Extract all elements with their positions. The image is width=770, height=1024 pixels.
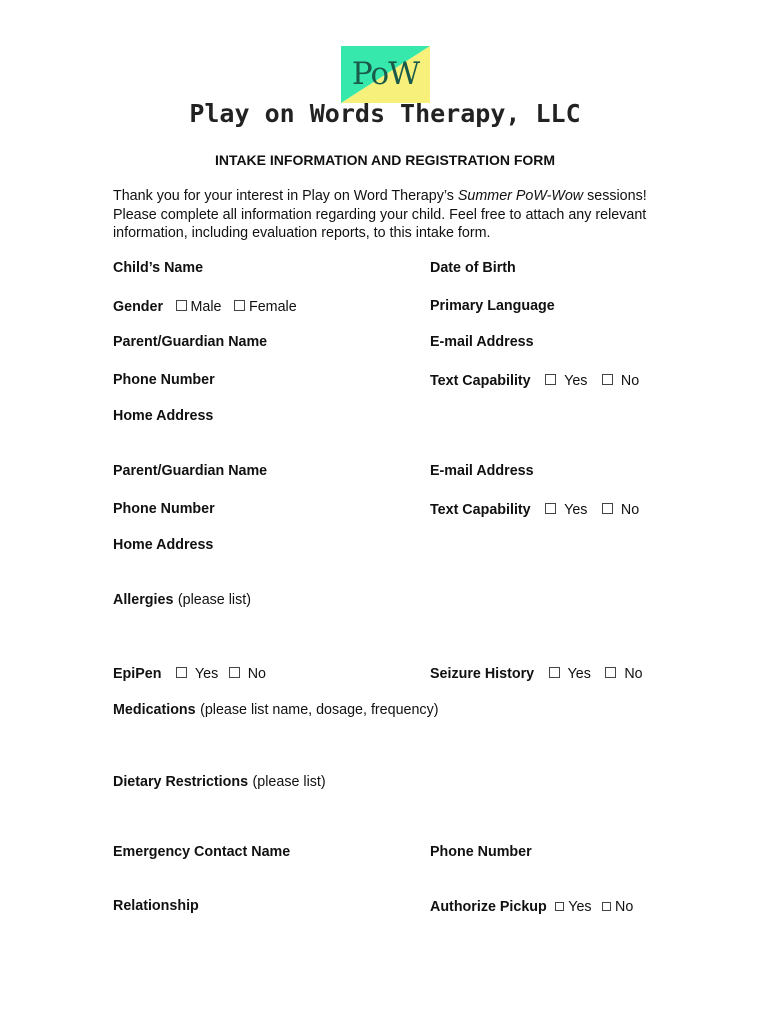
parent1-text-no-label: No <box>620 373 640 389</box>
form-title: INTAKE INFORMATION AND REGISTRATION FORM <box>214 152 556 168</box>
parent2-phone-label: Phone Number <box>113 501 215 517</box>
brand-name: Play on Words Therapy, LLC <box>189 99 581 128</box>
parent1-phone-label: Phone Number <box>113 372 215 388</box>
dob-label: Date of Birth <box>430 260 516 276</box>
seizure-no-label: No <box>624 666 643 682</box>
parent1-text-label: Text Capability <box>430 373 531 389</box>
authorize-pickup-row <box>430 898 633 916</box>
epipen-yes-label: Yes <box>194 666 219 682</box>
gender-label: Gender <box>113 299 164 315</box>
authorize-pickup-label: Authorize Pickup <box>430 899 547 915</box>
epipen-yes-checkbox[interactable] <box>176 667 187 678</box>
seizure-label: Seizure History <box>430 666 535 682</box>
parent1-name-label: Parent/Guardian Name <box>113 334 268 350</box>
parent2-name-label: Parent/Guardian Name <box>113 463 268 479</box>
parent2-text-row <box>430 501 639 519</box>
female-label: Female <box>248 299 297 315</box>
medications-row <box>113 701 439 719</box>
parent1-email-label: E-mail Address <box>430 334 534 350</box>
allergies-row <box>113 591 251 609</box>
emergency-phone-label: Phone Number <box>430 844 532 860</box>
child-name-label: Child’s Name <box>113 260 204 276</box>
parent1-address-label: Home Address <box>113 408 214 424</box>
seizure-yes-checkbox[interactable] <box>549 667 560 678</box>
epipen-label: EpiPen <box>113 666 162 682</box>
parent2-text-no-label: No <box>620 502 640 518</box>
male-label: Male <box>190 299 222 315</box>
intro-italic: Summer PoW-Wow <box>457 188 584 204</box>
parent2-text-yes-label: Yes <box>564 502 588 518</box>
parent2-address-label: Home Address <box>113 537 214 553</box>
parent2-email-label: E-mail Address <box>430 463 534 479</box>
pickup-yes-checkbox[interactable] <box>555 902 564 911</box>
female-checkbox[interactable] <box>234 300 245 311</box>
male-checkbox[interactable] <box>176 300 187 311</box>
gender-row <box>113 298 297 316</box>
medications-label: Medications <box>113 702 196 718</box>
intro-part1: Thank you for your interest in Play on Word Therapy’s <box>113 188 458 204</box>
dietary-note: (please list) <box>252 774 326 790</box>
primary-language-label: Primary Language <box>430 298 555 314</box>
seizure-no-checkbox[interactable] <box>605 667 616 678</box>
pickup-no-label: No <box>615 899 634 915</box>
logo-text: PoW <box>351 56 420 92</box>
parent1-text-yes-label: Yes <box>564 373 588 389</box>
parent2-text-yes-checkbox[interactable] <box>545 503 556 514</box>
parent1-text-no-checkbox[interactable] <box>602 374 613 385</box>
relationship-label: Relationship <box>113 898 199 914</box>
medications-note: (please list name, dosage, frequency) <box>200 702 439 718</box>
parent2-text-label: Text Capability <box>430 502 531 518</box>
dietary-row <box>113 773 326 791</box>
dietary-label: Dietary Restrictions <box>113 774 249 790</box>
intro-paragraph <box>113 187 673 243</box>
epipen-no-checkbox[interactable] <box>229 667 240 678</box>
pickup-yes-label: Yes <box>568 899 592 915</box>
allergies-label: Allergies <box>113 592 174 608</box>
pow-logo <box>341 46 430 103</box>
parent1-text-row <box>430 372 639 390</box>
emergency-name-label: Emergency Contact Name <box>113 844 291 860</box>
epipen-no-label: No <box>247 666 266 682</box>
seizure-yes-label: Yes <box>567 666 591 682</box>
allergies-note: (please list) <box>177 592 251 608</box>
intro-part2: sessions! Please complete all information regarding your child. Feel free to attach any relevant information, including evaluation reports, to this intake form. <box>113 188 647 241</box>
seizure-row <box>430 665 643 683</box>
parent1-text-yes-checkbox[interactable] <box>545 374 556 385</box>
epipen-row <box>113 665 266 683</box>
parent2-text-no-checkbox[interactable] <box>602 503 613 514</box>
pickup-no-checkbox[interactable] <box>602 902 611 911</box>
